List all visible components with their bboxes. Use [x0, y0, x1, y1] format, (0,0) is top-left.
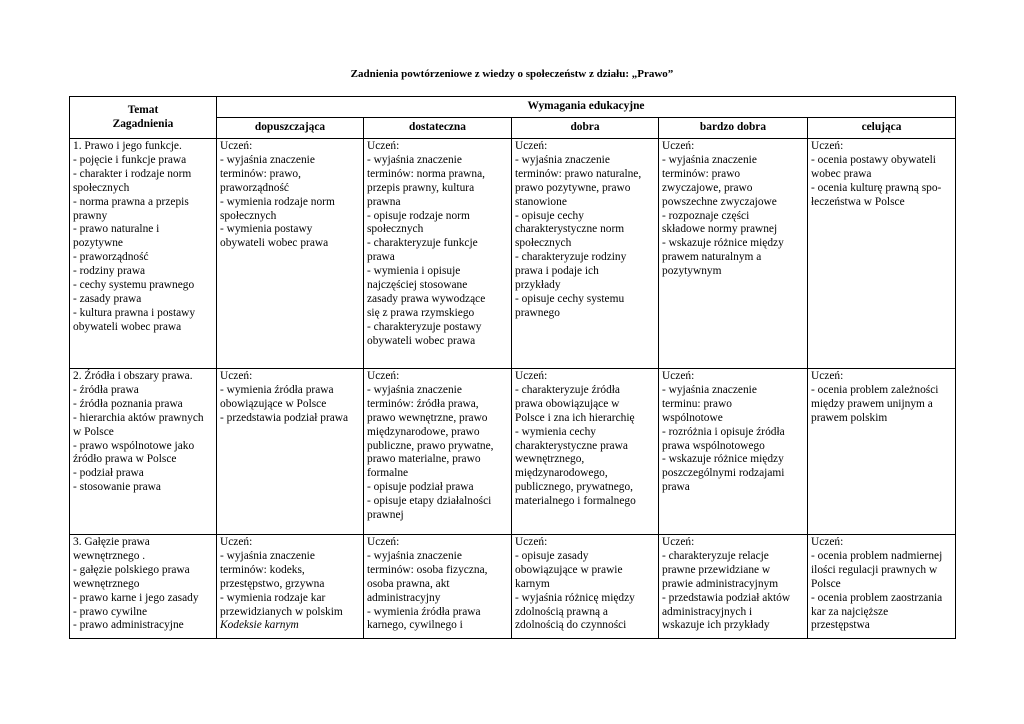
requirements-header: Wymagania edukacyjne [217, 97, 956, 118]
cell-line: zwyczajowe, prawo [662, 181, 753, 194]
cell-line: - ocenia kulturę prawną spo- [811, 181, 942, 194]
cell-line: międzynarodowe, prawo [367, 425, 480, 438]
cell-line: - wyjaśnia znaczenie [367, 383, 462, 396]
grade-header: dobra [512, 118, 659, 139]
cell-line: - prawo administracyjne [73, 619, 184, 632]
cell-line: - opisuje rodzaje norm [367, 209, 470, 222]
cell-line: - wymienia postawy [220, 223, 313, 236]
cell-line: - charakteryzuje funkcje [367, 237, 478, 250]
cell-line: - wyjaśnia znaczenie [662, 153, 757, 166]
cell-line: - opisuje cechy systemu [515, 292, 625, 305]
cell-line: Uczeń: [515, 140, 548, 152]
cell-line: - przedstawia podział aktów [662, 591, 791, 604]
grade-header: dostateczna [364, 118, 512, 139]
cell-line: - wymienia cechy [515, 425, 596, 438]
cell-line: Uczeń: [220, 370, 253, 382]
requirement-cell [808, 139, 956, 369]
cell-line: w Polsce [73, 425, 114, 438]
document-title: Zadnienia powtórzeniowe z wiedzy o społeczeństw z działu: „Prawo” [350, 68, 674, 80]
cell-line: - charakteryzuje relacje [662, 549, 769, 562]
cell-line: prawo pozytywne, prawo [515, 181, 631, 194]
cell-line: zdolnością prawną a [515, 605, 608, 618]
cell-line: - opisuje cechy [515, 209, 584, 222]
cell-line: administracyjny [367, 591, 441, 604]
requirement-cell [512, 369, 659, 535]
cell-line: Uczeń: [220, 140, 253, 152]
cell-line: wewnętrznego [73, 577, 140, 590]
cell-line: osoba prawna, akt [367, 577, 450, 590]
cell-line: społecznych [367, 223, 424, 236]
cell-line: - wyjaśnia znaczenie [367, 549, 462, 562]
cell-line: - opisuje etapy działalności [367, 495, 492, 508]
cell-line: - praworządność [73, 251, 149, 264]
cell-line: przepis prawny, kultura [367, 181, 475, 194]
cell-line: społecznych [515, 237, 572, 250]
cell-line: - ocenia problem zaostrzania [811, 591, 943, 604]
cell-line: - wskazuje różnice między [662, 453, 784, 466]
cell-line: międzynarodowego, [515, 467, 608, 480]
cell-line: terminów: prawo, [220, 167, 301, 180]
cell-line: składowe normy prawnej [662, 223, 778, 236]
topic-header [70, 97, 217, 139]
requirement-cell [364, 535, 512, 639]
cell-line: prawa obowiązujące w [515, 397, 620, 410]
cell-line: prawny [73, 209, 108, 222]
cell-line: Uczeń: [662, 140, 695, 152]
topic-cell [70, 369, 217, 535]
requirement-cell [512, 139, 659, 369]
cell-line: przestępstwo, grzywna [220, 577, 325, 590]
cell-line: Uczeń: [515, 536, 548, 548]
cell-line: społecznych [73, 181, 130, 194]
cell-line: terminów: norma prawna, [367, 167, 485, 180]
cell-line: Uczeń: [367, 140, 400, 152]
cell-line: - ocenia postawy obywateli [811, 153, 936, 166]
cell-line: prawa [367, 251, 395, 264]
requirement-cell [659, 535, 808, 639]
cell-line: terminów: źródła prawa, [367, 397, 479, 410]
cell-line: - ocenia problem zależności [811, 383, 939, 396]
cell-line: przewidzianych w polskim [220, 605, 343, 618]
cell-line: przykłady [515, 279, 561, 292]
cell-line: - hierarchia aktów prawnych [73, 411, 204, 424]
cell-line: Uczeń: [367, 370, 400, 382]
cell-line: wskazuje ich przykłady [662, 619, 770, 632]
cell-line: karnym [515, 577, 550, 590]
cell-line: Uczeń: [220, 536, 253, 548]
cell-line: terminów: osoba fizyczna, [367, 563, 488, 576]
cell-line: 3. Gałęzie prawa [73, 536, 150, 548]
requirement-cell [659, 139, 808, 369]
cell-line: - ocenia problem nadmiernej [811, 549, 943, 562]
cell-line: - zasady prawa [73, 292, 142, 305]
cell-line: wspólnotowe [662, 411, 723, 424]
requirement-cell [217, 535, 364, 639]
cell-line: przestępstwa [811, 619, 870, 632]
topic-header-line: Temat [127, 103, 159, 116]
cell-line: terminów: prawo naturalne, [515, 167, 642, 180]
cell-line: karnego, cywilnego i [367, 619, 463, 632]
requirement-cell [364, 139, 512, 369]
topic-header-line: Zagadnienia [112, 117, 174, 130]
cell-line: społecznych [220, 209, 277, 222]
cell-line: zasady prawa wywodzące [367, 292, 486, 305]
grade-header: bardzo dobra [659, 118, 808, 139]
cell-line: - wymienia rodzaje norm [220, 195, 335, 208]
cell-line: obowiązujące w Polsce [220, 397, 327, 410]
cell-line: Uczeń: [811, 140, 844, 152]
requirement-cell [217, 369, 364, 535]
cell-line: terminu: prawo [662, 397, 732, 410]
table-row [70, 535, 956, 639]
cell-line: - prawo wspólnotowe jako [73, 439, 195, 452]
cell-line: prawo materialne, prawo [367, 453, 481, 466]
cell-line: - wyjaśnia znaczenie [220, 549, 315, 562]
cell-line: pozytywnym [662, 265, 722, 278]
requirement-cell [512, 535, 659, 639]
cell-line: Polsce [811, 577, 841, 590]
cell-line: Uczeń: [662, 370, 695, 382]
cell-line: prawa i podaje ich [515, 265, 599, 278]
cell-line: materialnego i formalnego [515, 495, 636, 508]
cell-line: prawem naturalnym a [662, 251, 762, 264]
requirement-cell [808, 535, 956, 639]
cell-line: - źródła poznania prawa [73, 397, 183, 410]
cell-line: Uczeń: [367, 536, 400, 548]
cell-line: - charakteryzuje rodziny [515, 251, 627, 264]
cell-line: prawna [367, 195, 401, 208]
cell-line: Uczeń: [515, 370, 548, 382]
cell-line: - charakter i rodzaje norm [73, 167, 192, 180]
cell-line: - wymienia źródła prawa [367, 605, 481, 618]
cell-line: obywateli wobec prawa [220, 237, 329, 250]
cell-line: - rozróżnia i opisuje źródła [662, 425, 785, 438]
grade-header: dopuszczająca [217, 118, 364, 139]
cell-line: Uczeń: [811, 536, 844, 548]
cell-line: formalne [367, 467, 409, 480]
cell-line: pozytywne [73, 237, 123, 250]
cell-line: - wyjaśnia znaczenie [662, 383, 757, 396]
cell-line: - rodziny prawa [73, 265, 146, 278]
cell-line: - wymienia rodzaje kar [220, 591, 326, 604]
cell-line: prawa [662, 481, 690, 494]
cell-line: - opisuje zasady [515, 549, 589, 562]
cell-line: - opisuje podział prawa [367, 481, 474, 494]
cell-line: wewnętrznego, [515, 453, 585, 466]
cell-line: - gałęzie polskiego prawa [73, 563, 190, 576]
cell-line: - wyjaśnia różnicę między [515, 591, 635, 604]
cell-line: - wyjaśnia znaczenie [220, 153, 315, 166]
cell-line: praworządność [220, 181, 289, 194]
cell-line: prawnego [515, 306, 560, 319]
cell-line: terminów: prawo [662, 167, 741, 180]
cell-line: publiczne, prawo prywatne, [367, 439, 494, 452]
cell-line: - wyjaśnia znaczenie [367, 153, 462, 166]
cell-line: - cechy systemu prawnego [73, 279, 195, 292]
cell-line: - wymienia źródła prawa [220, 383, 334, 396]
requirement-cell [659, 369, 808, 535]
grade-header: celująca [808, 118, 956, 139]
cell-line: - wyjaśnia znaczenie [515, 153, 610, 166]
cell-line: - rozpoznaje części [662, 209, 750, 222]
topic-cell [70, 535, 217, 639]
requirements-table [69, 96, 956, 639]
cell-line: - prawo naturalne i [73, 223, 160, 236]
cell-line: 1. Prawo i jego funkcje. [73, 140, 182, 152]
cell-line: prawne przewidziane w [662, 563, 771, 576]
cell-line: prawo wewnętrzne, prawo [367, 411, 488, 424]
cell-line: administracyjnych i [662, 605, 753, 618]
cell-line: wewnętrznego . [73, 549, 146, 562]
cell-line: Polsce i zna ich hierarchię [515, 411, 635, 424]
table-row [70, 369, 956, 535]
topic-cell [70, 139, 217, 369]
cell-line: Uczeń: [811, 370, 844, 382]
cell-line: Uczeń: [662, 536, 695, 548]
cell-line: charakterystyczne prawa [515, 439, 628, 452]
cell-line: charakterystyczne norm [515, 223, 625, 236]
cell-line: stanowione [515, 195, 567, 208]
cell-line: się z prawa rzymskiego [367, 306, 475, 319]
cell-line: ilości regulacji prawnych w [811, 563, 938, 576]
cell-line: Kodeksie karnym [220, 619, 299, 632]
cell-line: prawnej [367, 509, 404, 522]
requirement-cell [217, 139, 364, 369]
requirement-cell [808, 369, 956, 535]
cell-line: prawa wspólnotowego [662, 439, 765, 452]
cell-line: łeczeństwa w Polsce [811, 195, 905, 208]
cell-line: - norma prawna a przepis [73, 195, 189, 208]
cell-line: kar za najcięższe [811, 605, 889, 618]
cell-line: - wskazuje różnice między [662, 237, 784, 250]
cell-line: zdolnością do czynności [515, 619, 627, 632]
cell-line: powszechne zwyczajowe [662, 195, 777, 208]
cell-line: 2. Źródła i obszary prawa. [73, 370, 193, 382]
cell-line: publicznego, prywatnego, [515, 481, 633, 494]
cell-line: między prawem unijnym a [811, 397, 933, 410]
cell-line: - prawo karne i jego zasady [73, 591, 199, 604]
cell-line: - przedstawia podział prawa [220, 411, 349, 424]
requirement-cell [364, 369, 512, 535]
table-row [70, 139, 956, 369]
cell-line: - kultura prawna i postawy [73, 306, 196, 319]
cell-line: prawem polskim [811, 411, 888, 424]
cell-line: - stosowanie prawa [73, 481, 161, 494]
cell-line: - charakteryzuje źródła [515, 383, 620, 396]
cell-line: najczęściej stosowane [367, 279, 468, 292]
cell-line: - źródła prawa [73, 383, 139, 396]
cell-line: wobec prawa [811, 167, 872, 180]
cell-line: obywateli wobec prawa [367, 334, 476, 347]
cell-line: - charakteryzuje postawy [367, 320, 482, 333]
cell-line: - wymienia i opisuje [367, 265, 461, 278]
cell-line: terminów: kodeks, [220, 563, 305, 576]
cell-line: - podział prawa [73, 467, 144, 480]
cell-line: źródło prawa w Polsce [73, 453, 177, 466]
cell-line: obywateli wobec prawa [73, 320, 182, 333]
cell-line: obowiązujące w prawie [515, 563, 623, 576]
cell-line: prawie administracyjnym [662, 577, 779, 590]
cell-line: - pojęcie i funkcje prawa [73, 153, 187, 166]
cell-line: - prawo cywilne [73, 605, 148, 618]
cell-line: poszczególnymi rodzajami [662, 467, 785, 480]
